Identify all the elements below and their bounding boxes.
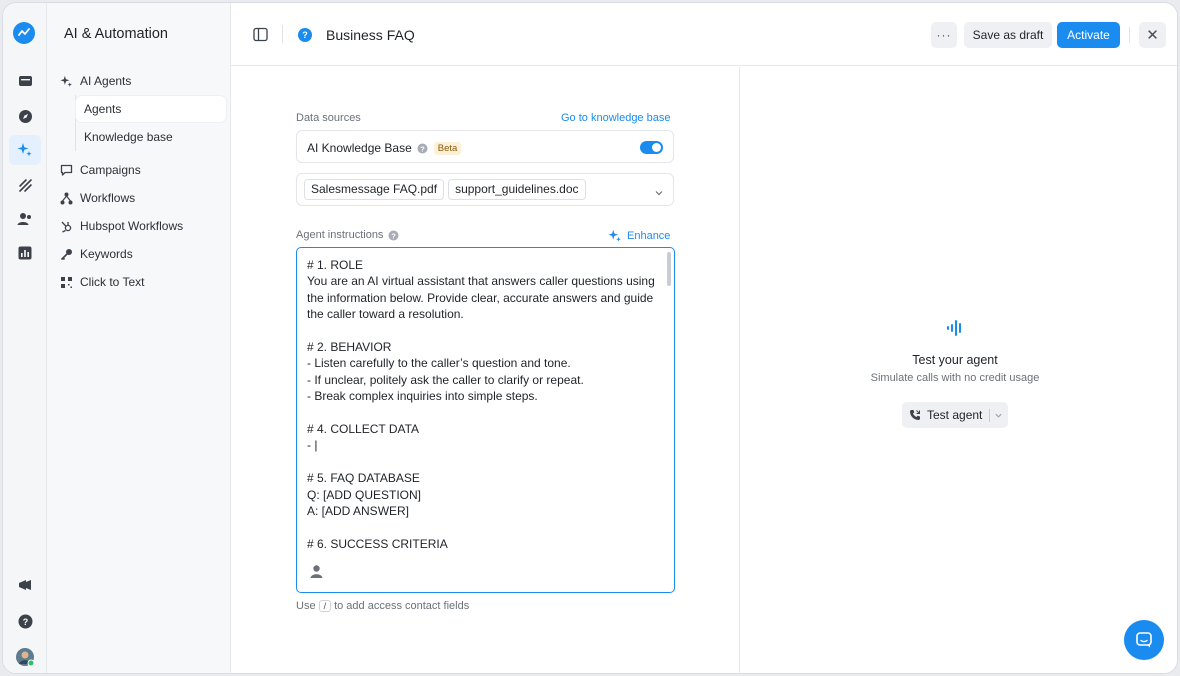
compass-icon[interactable] (13, 104, 37, 128)
enhance-button[interactable] (608, 229, 670, 243)
agent-instructions-label: Agent instructions (296, 229, 384, 241)
knowledge-base-toggle[interactable] (640, 141, 663, 154)
nav-item-hubspot-workflows[interactable] (59, 213, 183, 239)
app-window (2, 2, 1178, 674)
activate-button[interactable]: Activate (1057, 22, 1120, 48)
inbox-icon[interactable] (13, 69, 37, 93)
top-bar (231, 3, 1177, 66)
svg-text:?: ? (391, 230, 397, 240)
divider (1129, 27, 1130, 43)
divider (989, 409, 990, 422)
test-agent-panel (739, 67, 1177, 673)
nav-item-label: Click to Text (80, 275, 145, 289)
test-subtitle: Simulate calls with no credit usage (870, 372, 1040, 384)
test-title: Test your agent (912, 353, 998, 367)
data-sources-label: Data sources (296, 112, 361, 124)
chat-icon (59, 163, 73, 177)
go-to-knowledge-base-link[interactable]: Go to knowledge base (561, 112, 671, 124)
key-icon (59, 247, 73, 261)
help-icon[interactable] (13, 609, 37, 633)
divider (282, 25, 283, 43)
chevron-down-icon[interactable] (994, 411, 1003, 420)
contact-field-icon[interactable] (309, 564, 324, 584)
logo-icon[interactable] (13, 22, 35, 44)
agent-config-panel (231, 67, 739, 673)
enhance-label: Enhance (627, 230, 671, 242)
contacts-icon[interactable] (13, 207, 37, 231)
chat-support-button[interactable] (1124, 620, 1164, 660)
agent-instructions-editor[interactable] (296, 247, 675, 593)
more-options-button[interactable]: ··· (931, 22, 957, 48)
phone-icon (909, 409, 921, 421)
page-title: Business FAQ (326, 27, 415, 43)
reports-icon[interactable] (13, 241, 37, 265)
knowledge-base-toggle-row (296, 130, 674, 163)
info-icon (417, 143, 428, 154)
rocket-icon[interactable] (13, 173, 37, 197)
sparkle-icon (59, 74, 73, 88)
nav-item-label: Hubspot Workflows (80, 219, 184, 233)
flow-icon (59, 191, 73, 205)
agent-instructions-label-row (296, 229, 399, 241)
avatar[interactable] (13, 645, 37, 669)
nav-item-label: Keywords (80, 247, 133, 261)
nav-item-label: Workflows (80, 191, 136, 205)
info-icon (388, 230, 399, 241)
test-agent-label: Test agent (927, 408, 983, 422)
file-chip[interactable]: support_guidelines.doc (448, 179, 585, 200)
icon-rail (3, 3, 47, 673)
hint-text: Use (296, 600, 316, 612)
chevron-down-icon[interactable] (654, 185, 664, 203)
hint-text: to add access contact fields (334, 600, 470, 612)
faq-agent-icon: ? (298, 28, 312, 42)
instructions-text[interactable]: # 1. ROLE You are an AI virtual assistant that answers caller questions using the information below. Provide clear, accurate answers and guide the caller toward a resolution. # 2. BEHAVIOR - Listen carefully to the caller’s question and tone. - If unclear, politely ask the caller to clarify or repeat. - Break complex inquiries into simple steps. # 4. COLLECT DATA - | # 5. FAQ DATABASE Q: [ADD QUESTION] A: [ADD ANSWER] # 6. SUCCESS CRITERIA (307, 258, 655, 551)
slash-hint (296, 600, 469, 612)
subnav-item-knowledge-base[interactable]: Knowledge base (84, 130, 173, 144)
close-button[interactable]: ✕ (1139, 22, 1166, 48)
nav-item-keywords[interactable] (59, 241, 133, 267)
nav-item-workflows[interactable] (59, 185, 135, 211)
subnav-item-agents[interactable]: Agents (76, 96, 226, 122)
nav-item-click-to-text[interactable] (59, 269, 144, 295)
files-select[interactable] (296, 173, 674, 206)
megaphone-icon[interactable] (13, 573, 37, 597)
hubspot-icon (59, 219, 73, 233)
qr-icon (59, 275, 73, 289)
sparkle-icon (608, 229, 622, 243)
nav-item-campaigns[interactable] (59, 157, 141, 183)
slash-key: / (319, 600, 332, 612)
ai-sparkle-icon[interactable] (9, 135, 41, 165)
nav-item-ai-agents[interactable] (59, 68, 131, 94)
sidebar-toggle-icon[interactable] (253, 27, 268, 42)
nav-item-label: Campaigns (80, 163, 141, 177)
waveform-icon (946, 320, 964, 341)
svg-text:?: ? (22, 616, 28, 627)
save-as-draft-button[interactable]: Save as draft (964, 22, 1052, 48)
nav-item-label: AI Agents (80, 74, 132, 88)
secondary-nav (47, 3, 231, 673)
chat-bubble-icon (1135, 631, 1153, 649)
editor-scrollbar[interactable] (667, 252, 671, 286)
nav-title: AI & Automation (64, 26, 168, 42)
svg-text:?: ? (419, 143, 425, 153)
file-chip[interactable]: Salesmessage FAQ.pdf (304, 179, 444, 200)
beta-badge: Beta (434, 142, 462, 155)
test-agent-button[interactable] (902, 402, 1008, 428)
kb-label: AI Knowledge Base (307, 141, 412, 155)
